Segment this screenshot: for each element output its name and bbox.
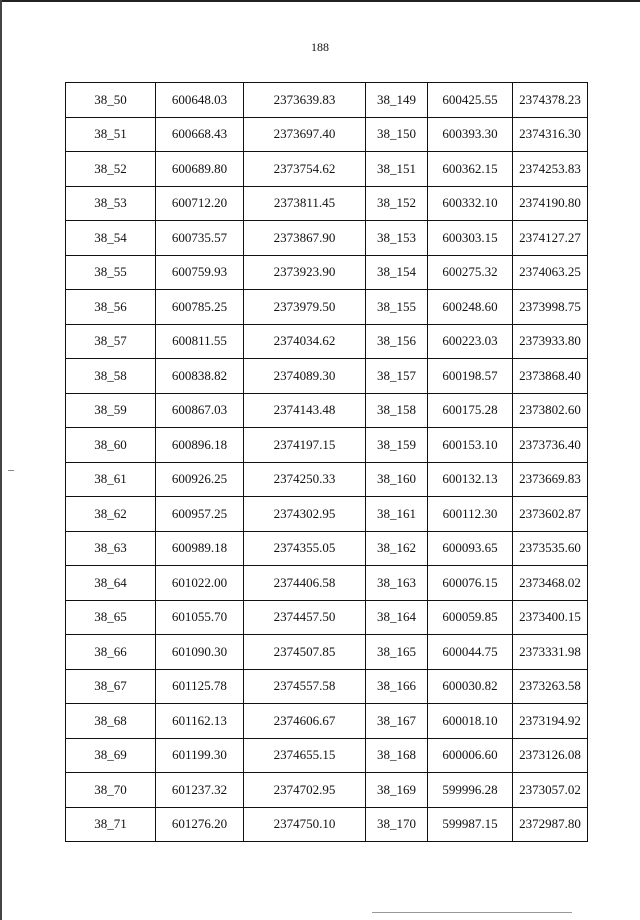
x-coordinate-right-cell: 600132.13 — [428, 462, 513, 497]
x-coordinate-right-cell: 600303.15 — [428, 221, 513, 256]
table-row — [66, 428, 588, 463]
y-coordinate-right-cell: 2373263.58 — [513, 669, 588, 704]
y-coordinate-left-cell: 2374702.95 — [244, 773, 366, 808]
point-id-left-cell: 38_66 — [66, 635, 156, 670]
x-coordinate-left-cell: 600712.20 — [156, 186, 244, 221]
margin-mark — [8, 470, 14, 471]
bottom-scan-line — [372, 912, 572, 913]
point-id-left-cell: 38_64 — [66, 566, 156, 601]
point-id-left-cell: 38_68 — [66, 704, 156, 739]
point-id-left-cell: 38_57 — [66, 324, 156, 359]
table-row — [66, 255, 588, 290]
point-id-left-cell: 38_67 — [66, 669, 156, 704]
x-coordinate-left-cell: 601055.70 — [156, 600, 244, 635]
y-coordinate-left-cell: 2373923.90 — [244, 255, 366, 290]
table-row — [66, 807, 588, 842]
point-id-right-cell: 38_151 — [366, 152, 428, 187]
y-coordinate-left-cell: 2373811.45 — [244, 186, 366, 221]
point-id-left-cell: 38_71 — [66, 807, 156, 842]
point-id-right-cell: 38_154 — [366, 255, 428, 290]
y-coordinate-left-cell: 2373979.50 — [244, 290, 366, 325]
y-coordinate-right-cell: 2373998.75 — [513, 290, 588, 325]
x-coordinate-left-cell: 600735.57 — [156, 221, 244, 256]
y-coordinate-left-cell: 2374089.30 — [244, 359, 366, 394]
x-coordinate-right-cell: 600223.03 — [428, 324, 513, 359]
x-coordinate-left-cell: 600926.25 — [156, 462, 244, 497]
y-coordinate-right-cell: 2373535.60 — [513, 531, 588, 566]
table-row — [66, 290, 588, 325]
table-row — [66, 669, 588, 704]
point-id-right-cell: 38_150 — [366, 117, 428, 152]
x-coordinate-left-cell: 600689.80 — [156, 152, 244, 187]
table-row — [66, 738, 588, 773]
x-coordinate-left-cell: 601125.78 — [156, 669, 244, 704]
y-coordinate-left-cell: 2374507.85 — [244, 635, 366, 670]
point-id-right-cell: 38_166 — [366, 669, 428, 704]
x-coordinate-right-cell: 600059.85 — [428, 600, 513, 635]
y-coordinate-left-cell: 2374197.15 — [244, 428, 366, 463]
y-coordinate-left-cell: 2374606.67 — [244, 704, 366, 739]
table-row — [66, 393, 588, 428]
y-coordinate-right-cell: 2373736.40 — [513, 428, 588, 463]
point-id-right-cell: 38_152 — [366, 186, 428, 221]
y-coordinate-right-cell: 2374378.23 — [513, 83, 588, 118]
y-coordinate-right-cell: 2373400.15 — [513, 600, 588, 635]
point-id-right-cell: 38_164 — [366, 600, 428, 635]
page-number: 188 — [311, 40, 329, 54]
x-coordinate-left-cell: 600896.18 — [156, 428, 244, 463]
x-coordinate-left-cell: 600811.55 — [156, 324, 244, 359]
x-coordinate-left-cell: 600867.03 — [156, 393, 244, 428]
x-coordinate-right-cell: 600018.10 — [428, 704, 513, 739]
x-coordinate-right-cell: 600030.82 — [428, 669, 513, 704]
x-coordinate-left-cell: 601162.13 — [156, 704, 244, 739]
table-row — [66, 635, 588, 670]
x-coordinate-left-cell: 601090.30 — [156, 635, 244, 670]
y-coordinate-right-cell: 2374063.25 — [513, 255, 588, 290]
point-id-right-cell: 38_163 — [366, 566, 428, 601]
x-coordinate-left-cell: 601276.20 — [156, 807, 244, 842]
point-id-right-cell: 38_170 — [366, 807, 428, 842]
point-id-left-cell: 38_65 — [66, 600, 156, 635]
point-id-right-cell: 38_158 — [366, 393, 428, 428]
table-row — [66, 83, 588, 118]
point-id-right-cell: 38_165 — [366, 635, 428, 670]
y-coordinate-right-cell: 2373602.87 — [513, 497, 588, 532]
point-id-left-cell: 38_51 — [66, 117, 156, 152]
y-coordinate-left-cell: 2374655.15 — [244, 738, 366, 773]
y-coordinate-right-cell: 2374253.83 — [513, 152, 588, 187]
point-id-left-cell: 38_63 — [66, 531, 156, 566]
table-row — [66, 566, 588, 601]
y-coordinate-left-cell: 2374355.05 — [244, 531, 366, 566]
point-id-left-cell: 38_70 — [66, 773, 156, 808]
x-coordinate-right-cell: 599987.15 — [428, 807, 513, 842]
x-coordinate-right-cell: 600093.65 — [428, 531, 513, 566]
point-id-left-cell: 38_60 — [66, 428, 156, 463]
x-coordinate-left-cell: 600648.03 — [156, 83, 244, 118]
point-id-right-cell: 38_169 — [366, 773, 428, 808]
y-coordinate-left-cell: 2374034.62 — [244, 324, 366, 359]
x-coordinate-left-cell: 600989.18 — [156, 531, 244, 566]
y-coordinate-left-cell: 2373639.83 — [244, 83, 366, 118]
point-id-right-cell: 38_159 — [366, 428, 428, 463]
x-coordinate-right-cell: 600112.30 — [428, 497, 513, 532]
x-coordinate-right-cell: 600198.57 — [428, 359, 513, 394]
y-coordinate-left-cell: 2374406.58 — [244, 566, 366, 601]
y-coordinate-right-cell: 2373126.08 — [513, 738, 588, 773]
coordinates-table-body — [66, 83, 588, 842]
y-coordinate-right-cell: 2374316.30 — [513, 117, 588, 152]
y-coordinate-right-cell: 2373669.83 — [513, 462, 588, 497]
point-id-left-cell: 38_61 — [66, 462, 156, 497]
x-coordinate-right-cell: 600362.15 — [428, 152, 513, 187]
x-coordinate-right-cell: 600006.60 — [428, 738, 513, 773]
point-id-right-cell: 38_156 — [366, 324, 428, 359]
point-id-left-cell: 38_54 — [66, 221, 156, 256]
table-row — [66, 117, 588, 152]
point-id-right-cell: 38_155 — [366, 290, 428, 325]
y-coordinate-left-cell: 2374302.95 — [244, 497, 366, 532]
page-edge-top — [0, 0, 640, 2]
x-coordinate-right-cell: 599996.28 — [428, 773, 513, 808]
point-id-left-cell: 38_53 — [66, 186, 156, 221]
x-coordinate-right-cell: 600425.55 — [428, 83, 513, 118]
y-coordinate-left-cell: 2374457.50 — [244, 600, 366, 635]
x-coordinate-right-cell: 600153.10 — [428, 428, 513, 463]
point-id-right-cell: 38_157 — [366, 359, 428, 394]
point-id-right-cell: 38_168 — [366, 738, 428, 773]
y-coordinate-right-cell: 2373933.80 — [513, 324, 588, 359]
point-id-right-cell: 38_167 — [366, 704, 428, 739]
table-row — [66, 221, 588, 256]
y-coordinate-right-cell: 2373331.98 — [513, 635, 588, 670]
table-row — [66, 324, 588, 359]
y-coordinate-left-cell: 2374557.58 — [244, 669, 366, 704]
x-coordinate-right-cell: 600175.28 — [428, 393, 513, 428]
y-coordinate-right-cell: 2373802.60 — [513, 393, 588, 428]
table-row — [66, 359, 588, 394]
point-id-right-cell: 38_149 — [366, 83, 428, 118]
table-row — [66, 704, 588, 739]
y-coordinate-right-cell: 2373468.02 — [513, 566, 588, 601]
y-coordinate-left-cell: 2374250.33 — [244, 462, 366, 497]
y-coordinate-right-cell: 2374190.80 — [513, 186, 588, 221]
x-coordinate-left-cell: 600759.93 — [156, 255, 244, 290]
y-coordinate-right-cell: 2374127.27 — [513, 221, 588, 256]
y-coordinate-left-cell: 2374143.48 — [244, 393, 366, 428]
point-id-left-cell: 38_69 — [66, 738, 156, 773]
point-id-right-cell: 38_153 — [366, 221, 428, 256]
point-id-left-cell: 38_56 — [66, 290, 156, 325]
x-coordinate-left-cell: 600838.82 — [156, 359, 244, 394]
y-coordinate-right-cell: 2373194.92 — [513, 704, 588, 739]
y-coordinate-left-cell: 2373697.40 — [244, 117, 366, 152]
table-row — [66, 600, 588, 635]
y-coordinate-left-cell: 2374750.10 — [244, 807, 366, 842]
point-id-right-cell: 38_161 — [366, 497, 428, 532]
x-coordinate-right-cell: 600393.30 — [428, 117, 513, 152]
x-coordinate-right-cell: 600248.60 — [428, 290, 513, 325]
point-id-left-cell: 38_50 — [66, 83, 156, 118]
y-coordinate-left-cell: 2373867.90 — [244, 221, 366, 256]
point-id-left-cell: 38_55 — [66, 255, 156, 290]
table-row — [66, 497, 588, 532]
x-coordinate-right-cell: 600332.10 — [428, 186, 513, 221]
point-id-left-cell: 38_62 — [66, 497, 156, 532]
x-coordinate-left-cell: 601022.00 — [156, 566, 244, 601]
table-row — [66, 773, 588, 808]
point-id-right-cell: 38_162 — [366, 531, 428, 566]
point-id-right-cell: 38_160 — [366, 462, 428, 497]
point-id-left-cell: 38_58 — [66, 359, 156, 394]
coordinates-table — [65, 82, 588, 842]
y-coordinate-right-cell: 2373057.02 — [513, 773, 588, 808]
y-coordinate-right-cell: 2372987.80 — [513, 807, 588, 842]
table-row — [66, 152, 588, 187]
page-edge-left — [0, 0, 2, 920]
x-coordinate-right-cell: 600044.75 — [428, 635, 513, 670]
x-coordinate-right-cell: 600076.15 — [428, 566, 513, 601]
x-coordinate-left-cell: 600668.43 — [156, 117, 244, 152]
x-coordinate-left-cell: 601237.32 — [156, 773, 244, 808]
table-row — [66, 186, 588, 221]
y-coordinate-right-cell: 2373868.40 — [513, 359, 588, 394]
point-id-left-cell: 38_59 — [66, 393, 156, 428]
x-coordinate-left-cell: 600785.25 — [156, 290, 244, 325]
point-id-left-cell: 38_52 — [66, 152, 156, 187]
x-coordinate-left-cell: 600957.25 — [156, 497, 244, 532]
x-coordinate-right-cell: 600275.32 — [428, 255, 513, 290]
x-coordinate-left-cell: 601199.30 — [156, 738, 244, 773]
table-row — [66, 531, 588, 566]
y-coordinate-left-cell: 2373754.62 — [244, 152, 366, 187]
table-row — [66, 462, 588, 497]
